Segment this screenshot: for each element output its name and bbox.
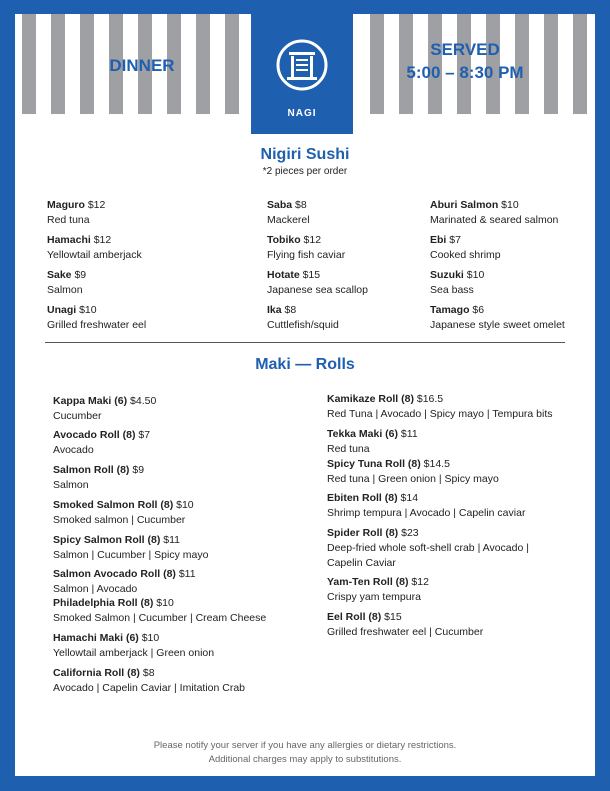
stripe: [196, 14, 210, 114]
item-name: Hotate: [267, 269, 300, 281]
logo: [251, 14, 353, 134]
item-name: Spider Roll (8): [327, 527, 399, 539]
item-description: Cuttlefish/squid: [267, 319, 339, 331]
menu-item: [327, 575, 429, 605]
item-description: Grilled freshwater eel: [47, 319, 147, 331]
item-description: Marinated & seared salmon: [430, 214, 559, 226]
item-description: Shrimp tempura | Avocado | Capelin caviar: [327, 507, 526, 519]
item-name: California Roll (8): [53, 667, 140, 679]
stripe: [51, 14, 65, 114]
item-name: Spicy Tuna Roll (8): [327, 458, 421, 470]
item-price: $8: [292, 199, 307, 211]
item-name: Hamachi Maki (6): [53, 632, 139, 644]
item-price: $9: [129, 464, 145, 476]
item-name: Smoked Salmon Roll (8): [53, 499, 174, 511]
item-price: $10: [463, 269, 485, 281]
menu-item: [47, 268, 86, 298]
item-name: Ika: [267, 304, 282, 316]
item-description: Salmon: [47, 284, 83, 296]
menu-item: [430, 198, 558, 228]
menu-item: [267, 303, 339, 333]
item-name: Sake: [47, 269, 72, 281]
stripe: [225, 14, 239, 114]
item-description: Japanese style sweet omelet: [430, 319, 565, 331]
menu-item: [267, 268, 368, 298]
menu-sheet: [15, 14, 595, 776]
item-description: Salmon: [53, 479, 89, 491]
maki-title: Maki — Rolls: [255, 356, 355, 373]
item-description: Red tuna | Green onion | Spicy mayo: [327, 473, 499, 485]
menu-item: [327, 491, 525, 521]
menu-item: [53, 567, 196, 597]
item-name: Unagi: [47, 304, 77, 316]
item-description: Red tuna: [47, 214, 90, 226]
menu-item: [53, 533, 208, 563]
menu-item: [327, 457, 499, 487]
item-price: $6: [469, 304, 485, 316]
item-name: Tobiko: [267, 234, 301, 246]
item-price: $11: [175, 568, 196, 580]
menu-item: [53, 428, 150, 458]
nigiri-note: *2 pieces per order: [262, 166, 348, 177]
item-name: Kappa Maki (6): [53, 395, 128, 407]
item-description: Salmon | Cucumber | Spicy mayo: [53, 549, 209, 561]
menu-item: [47, 303, 146, 333]
item-price: $10: [153, 597, 174, 609]
item-name: Philadelphia Roll (8): [53, 597, 154, 609]
menu-item: [327, 526, 529, 571]
item-price: $12: [408, 576, 429, 588]
item-description: Yellowtail amberjack: [47, 249, 142, 261]
item-price: $7: [135, 429, 151, 441]
item-price: $9: [71, 269, 87, 281]
item-name: Kamikaze Roll (8): [327, 393, 414, 405]
item-price: $8: [139, 667, 155, 679]
stripe: [544, 14, 558, 114]
item-price: $7: [446, 234, 461, 246]
brand-name: NAGI: [287, 108, 317, 119]
item-description: Avocado: [53, 444, 94, 456]
item-description: Red Tuna | Avocado | Spicy mayo | Tempura bits: [327, 408, 553, 420]
menu-item: [430, 233, 501, 263]
item-price: $12: [90, 234, 112, 246]
menu-item: [53, 498, 194, 528]
item-name: Yam-Ten Roll (8): [327, 576, 409, 588]
menu-item: [267, 198, 310, 228]
item-name: Ebi: [430, 234, 447, 246]
item-name: Avocado Roll (8): [53, 429, 136, 441]
item-name: Salmon Roll (8): [53, 464, 130, 476]
menu-item: [327, 392, 553, 422]
item-price: $10: [76, 304, 97, 316]
item-price: $16.5: [413, 393, 444, 405]
item-price: $15: [381, 611, 402, 623]
item-price: $4.50: [127, 395, 157, 407]
nagi-emblem-icon: [251, 14, 353, 104]
menu-item: [430, 268, 484, 298]
stripe: [370, 14, 384, 114]
item-price: $10: [173, 499, 194, 511]
item-description: Grilled freshwater eel | Cucumber: [327, 626, 484, 638]
stripe: [573, 14, 587, 114]
menu-item: [267, 233, 345, 263]
item-description: Crispy yam tempura: [327, 591, 421, 603]
menu-item: [53, 666, 245, 696]
item-name: Tekka Maki (6): [327, 428, 399, 440]
item-name: Suzuki: [430, 269, 464, 281]
item-description: Avocado | Capelin Caviar | Imitation Crab: [53, 682, 246, 694]
item-description: Yellowtail amberjack | Green onion: [53, 647, 215, 659]
item-description: Capelin Caviar: [327, 557, 396, 569]
stripe: [22, 14, 36, 114]
item-name: Hamachi: [47, 234, 91, 246]
item-price: $23: [398, 527, 419, 539]
menu-item: [53, 631, 214, 661]
item-description: Mackerel: [267, 214, 310, 226]
item-description: Salmon | Avocado: [53, 583, 138, 595]
item-name: Aburi Salmon: [430, 199, 499, 211]
meal-label: DINNER: [109, 56, 175, 75]
item-name: Salmon Avocado Roll (8): [53, 568, 176, 580]
item-price: $14: [397, 492, 419, 504]
item-price: $10: [138, 632, 160, 644]
item-name: Eel Roll (8): [327, 611, 382, 623]
item-price: $12: [84, 199, 106, 211]
item-name: Tamago: [430, 304, 470, 316]
menu-item: [327, 427, 418, 457]
menu-item: [53, 463, 144, 493]
item-description: Sea bass: [430, 284, 474, 296]
menu-item: [53, 596, 266, 626]
served-label: [385, 38, 545, 84]
item-name: Spicy Salmon Roll (8): [53, 534, 161, 546]
item-price: $8: [281, 304, 297, 316]
item-description: Flying fish caviar: [267, 249, 346, 261]
item-name: Ebiten Roll (8): [327, 492, 398, 504]
item-description: Cucumber: [53, 410, 102, 422]
menu-item: [47, 233, 142, 263]
served-title: SERVED: [430, 40, 500, 59]
item-price: $11: [160, 534, 181, 546]
item-price: $14.5: [420, 458, 450, 470]
section-divider: [45, 342, 565, 343]
menu-item: [47, 198, 105, 228]
item-price: $11: [398, 428, 418, 440]
menu-item: [53, 394, 156, 424]
item-description: Red tuna: [327, 443, 370, 455]
item-price: $15: [299, 269, 321, 281]
item-description: Deep-fried whole soft-shell crab | Avocado |: [327, 542, 529, 554]
nigiri-title: Nigiri Sushi: [260, 146, 350, 163]
item-description: Smoked Salmon | Cucumber | Cream Cheese: [53, 612, 267, 624]
menu-item: [327, 610, 483, 640]
item-description: Japanese sea scallop: [267, 284, 368, 296]
footer-allergy-note: Please notify your server if you have any allergies or dietary restrictions.: [153, 740, 457, 751]
item-description: Cooked shrimp: [430, 249, 501, 261]
footer-substitution-note: Additional charges may apply to substitutions.: [208, 754, 402, 765]
item-description: Smoked salmon | Cucumber: [53, 514, 186, 526]
item-name: Saba: [267, 199, 293, 211]
item-name: Maguro: [47, 199, 85, 211]
menu-item: [430, 303, 565, 333]
item-price: $12: [300, 234, 322, 246]
served-hours: 5:00 – 8:30 PM: [406, 63, 524, 82]
item-price: $10: [498, 199, 519, 211]
